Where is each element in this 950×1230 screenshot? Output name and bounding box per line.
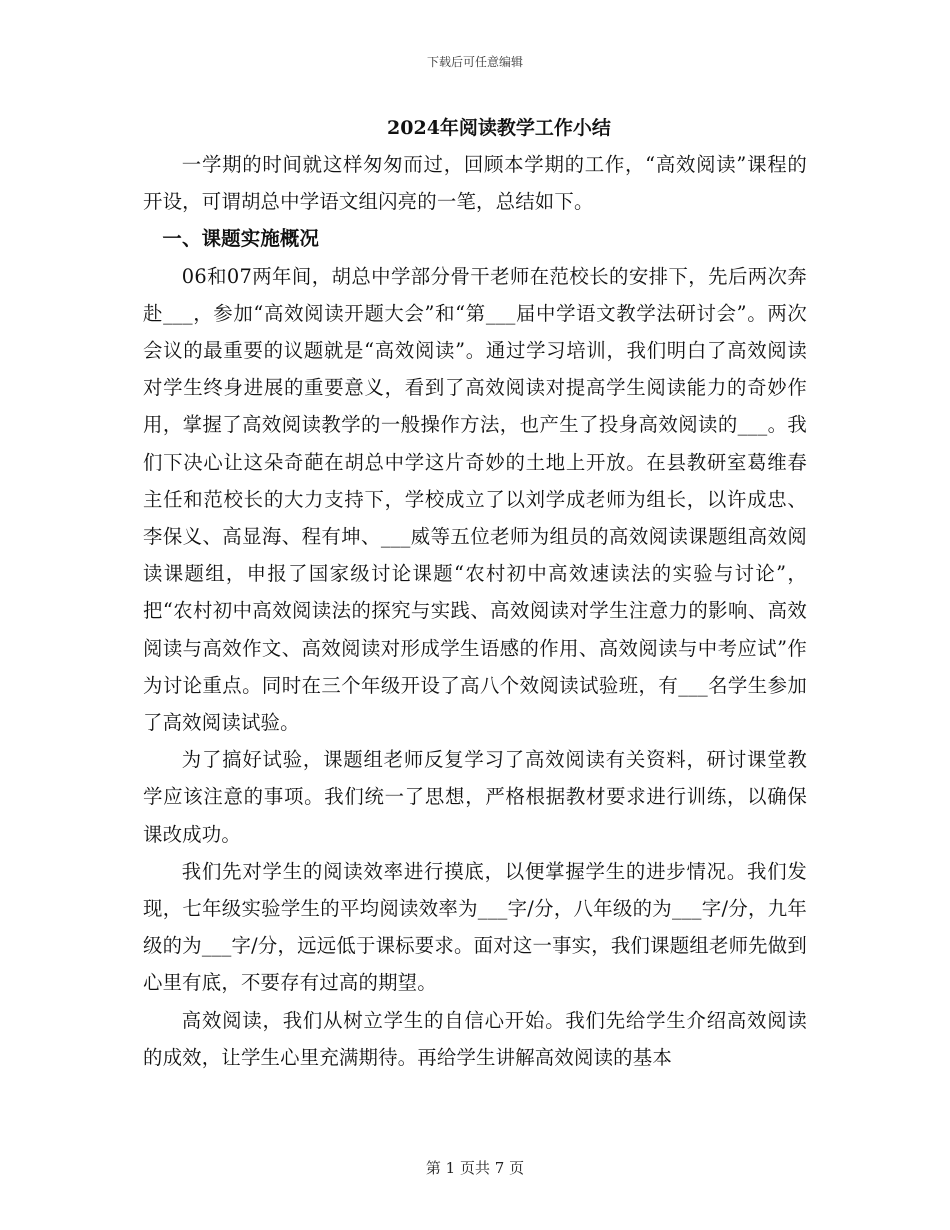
page-number-footer: 第 1 页共 7 页 [425, 1159, 525, 1177]
page-header-note: 下载后可任意编辑 [426, 55, 523, 69]
body-paragraph: 我们先对学生的阅读效率进行摸底，以便掌握学生的进步情况。我们发现，七年级实验学生的平均阅读效率为___字/分，八年级的为___字/分，九年级的为___字/分，远远低于课标要求。面对这一事实，我们课题组老师先做到心里有底，不要存有过高的期望。 [143, 859, 807, 995]
document-title: 2024年阅读教学工作小结 [387, 117, 611, 139]
body-paragraph: 高效阅读，我们从树立学生的自信心开始。我们先给学生介绍高效阅读的成效，让学生心里充满期待。再给学生讲解高效阅读的基本 [143, 1008, 807, 1069]
intro-paragraph: 一学期的时间就这样匆匆而过，回顾本学期的工作，“高效阅读”课程的开设，可谓胡总中学语文组闪亮的一笔，总结如下。 [143, 153, 807, 214]
body-paragraph: 06和07两年间，胡总中学部分骨干老师在范校长的安排下，先后两次奔赴___，参加“高效阅读开题大会”和“第___届中学语文教学法研讨会”。两次会议的最重要的议题就是“高效阅读”。通过学习培训，我们明白了高效阅读对学生终身进展的重要意义，看到了高效阅读对提高学生阅读能力的奇妙作用，掌握了高效阅读教学的一般操作方法，也产生了投身高效阅读的___。我们下决心让这朵奇葩在胡总中学这片奇妙的土地上开放。在县教研室葛维春主任和范校长的大力支持下，学校成立了以刘学成老师为组长，以许成忠、李保义、高显海、程有坤、___威等五位老师为组员的高效阅读课题组高效阅读课题组，申报了国家级讨论课题“农村初中高效速读法的实验与讨论”，把“农村初中高效阅读法的探究与实践、高效阅读对学生注意力的影响、高效阅读与高效作文、高效阅读对形成学生语感的作用、高效阅读与中考应试”作为讨论重点。同时在三个年级开设了高八个效阅读试验班，有___名学生参加了高效阅读试验。 [143, 264, 807, 735]
document-body [143, 146, 807, 1076]
body-paragraph: 为了搞好试验，课题组老师反复学习了高效阅读有关资料，研讨课堂教学应该注意的事项。我们统一了思想，严格根据教材要求进行训练，以确保课改成功。 [143, 748, 807, 846]
section-heading: 一、课题实施概况 [162, 227, 320, 251]
